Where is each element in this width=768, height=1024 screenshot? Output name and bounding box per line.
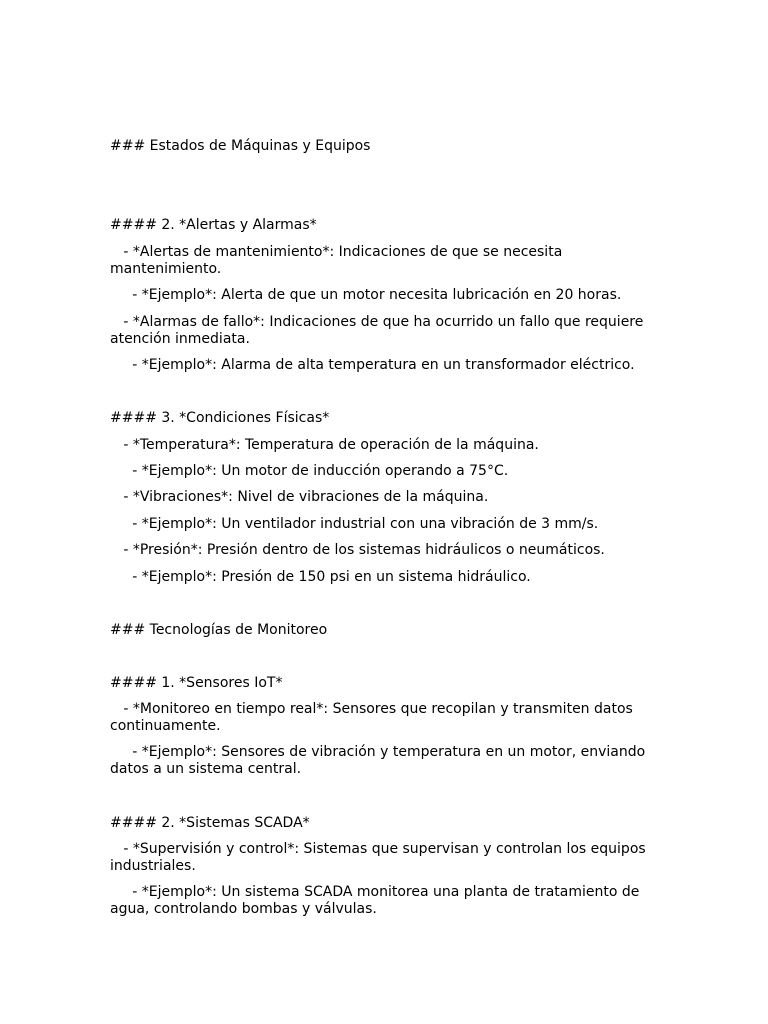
heading-sensores-iot: #### 1. *Sensores IoT* [110,675,283,691]
list-item-ejemplo-lubricacion: - *Ejemplo*: Alerta de que un motor necesita lubricación en 20 horas. [110,287,622,303]
heading-tecnologias-monitoreo: ### Tecnologías de Monitoreo [110,622,328,638]
heading-condiciones-fisicas: #### 3. *Condiciones Físicas* [110,410,330,426]
list-item-vibraciones: - *Vibraciones*: Nivel de vibraciones de la máquina. [110,489,489,505]
list-item-monitoreo-tiempo-real: - *Monitoreo en tiempo real*: Sensores que recopilan y transmiten datos continuamente. [110,701,638,734]
list-item-presion: - *Presión*: Presión dentro de los sistemas hidráulicos o neumáticos. [110,542,605,558]
list-item-ejemplo-sensores: - *Ejemplo*: Sensores de vibración y temperatura en un motor, enviando datos a un sistema central. [110,744,650,777]
list-item-supervision-control: - *Supervisión y control*: Sistemas que supervisan y controlan los equipos industriales. [110,841,651,874]
list-item-ejemplo-presion: - *Ejemplo*: Presión de 150 psi en un sistema hidráulico. [110,569,531,585]
heading-alertas-alarmas: #### 2. *Alertas y Alarmas* [110,217,317,233]
list-item-alarmas-fallo: - *Alarmas de fallo*: Indicaciones de que ha ocurrido un fallo que requiere atención inmediata. [110,314,648,347]
list-item-ejemplo-ventilador: - *Ejemplo*: Un ventilador industrial con una vibración de 3 mm/s. [110,516,599,532]
list-item-ejemplo-motor-induccion: - *Ejemplo*: Un motor de inducción operando a 75°C. [110,463,509,479]
list-item-ejemplo-transformador: - *Ejemplo*: Alarma de alta temperatura en un transformador eléctrico. [110,357,635,373]
list-item-ejemplo-scada: - *Ejemplo*: Un sistema SCADA monitorea una planta de tratamiento de agua, controlando bombas y válvulas. [110,884,644,917]
heading-sistemas-scada: #### 2. *Sistemas SCADA* [110,815,310,831]
heading-estados-maquinas: ### Estados de Máquinas y Equipos [110,138,371,154]
list-item-alertas-mantenimiento: - *Alertas de mantenimiento*: Indicaciones de que se necesita mantenimiento. [110,244,567,277]
list-item-temperatura: - *Temperatura*: Temperatura de operación de la máquina. [110,437,539,453]
